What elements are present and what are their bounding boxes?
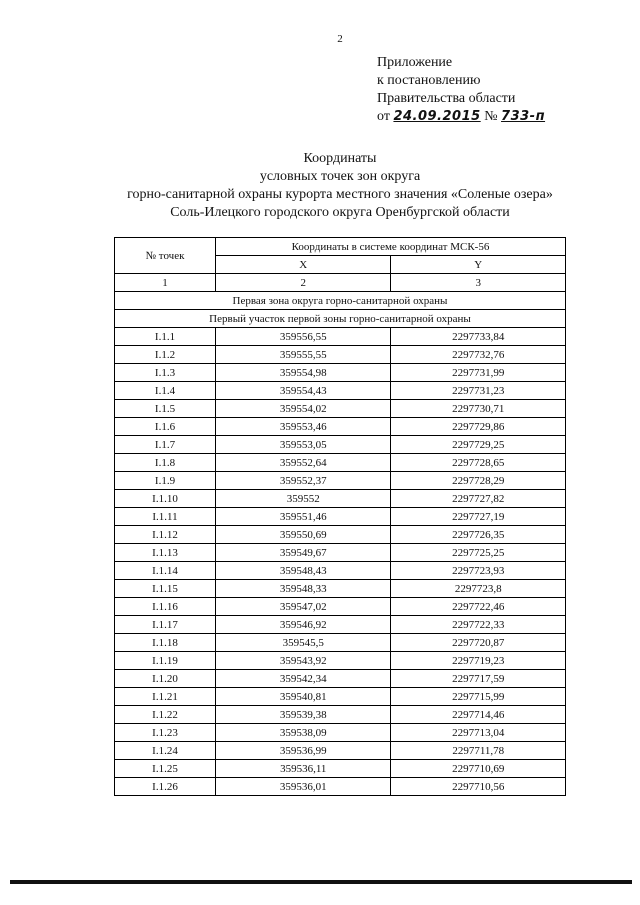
table-row [115,328,566,346]
x-coordinate-cell: 359540,81 [216,688,391,706]
appendix-line-3: Правительства области [377,91,516,106]
table-row [115,778,566,796]
y-coordinate-cell: 2297711,78 [391,742,566,760]
point-id-cell: I.1.22 [115,706,216,724]
appendix-block [377,54,545,126]
point-id-cell: I.1.9 [115,472,216,490]
y-coordinate-cell: 2297713,04 [391,724,566,742]
point-id-cell: I.1.14 [115,562,216,580]
x-coordinate-cell: 359538,09 [216,724,391,742]
y-coordinate-cell: 2297726,35 [391,526,566,544]
section-title: Первый участок первой зоны горно-санитарной охраны [115,310,566,328]
y-coordinate-cell: 2297722,33 [391,616,566,634]
y-coordinate-cell: 2297731,23 [391,382,566,400]
appendix-line-2: к постановлению [377,73,481,88]
x-coordinate-cell: 359542,34 [216,670,391,688]
table-row [115,688,566,706]
x-coordinate-cell: 359536,99 [216,742,391,760]
header-y: Y [391,256,566,274]
title-line-2: условных точек зон округа [259,169,421,184]
point-id-cell: I.1.17 [115,616,216,634]
footer-divider [10,880,632,884]
x-coordinate-cell: 359550,69 [216,526,391,544]
title-line-4: Соль-Илецкого городского округа Оренбургской области [170,205,510,220]
table-row [115,418,566,436]
point-id-cell: I.1.16 [115,598,216,616]
y-coordinate-cell: 2297727,82 [391,490,566,508]
table-row [115,670,566,688]
table-row [115,634,566,652]
header-row [115,238,566,256]
table-row [115,436,566,454]
y-coordinate-cell: 2297732,76 [391,346,566,364]
header-points: № точек [115,238,216,274]
y-coordinate-cell: 2297729,86 [391,418,566,436]
point-id-cell: I.1.8 [115,454,216,472]
point-id-cell: I.1.24 [115,742,216,760]
point-id-cell: I.1.3 [115,364,216,382]
x-coordinate-cell: 359554,43 [216,382,391,400]
y-coordinate-cell: 2297717,59 [391,670,566,688]
table-row [115,598,566,616]
y-coordinate-cell: 2297729,25 [391,436,566,454]
x-coordinate-cell: 359552,37 [216,472,391,490]
y-coordinate-cell: 2297730,71 [391,400,566,418]
coordinates-table [114,237,566,796]
y-coordinate-cell: 2297723,8 [391,580,566,598]
table-row [115,562,566,580]
y-coordinate-cell: 2297725,25 [391,544,566,562]
point-id-cell: I.1.4 [115,382,216,400]
x-coordinate-cell: 359547,02 [216,598,391,616]
x-coordinate-cell: 359554,98 [216,364,391,382]
point-id-cell: I.1.5 [115,400,216,418]
table-row [115,760,566,778]
x-coordinate-cell: 359536,01 [216,778,391,796]
x-coordinate-cell: 359546,92 [216,616,391,634]
document-title [60,150,620,222]
table-row [115,724,566,742]
point-id-cell: I.1.1 [115,328,216,346]
y-coordinate-cell: 2297714,46 [391,706,566,724]
point-id-cell: I.1.10 [115,490,216,508]
x-coordinate-cell: 359536,11 [216,760,391,778]
y-coordinate-cell: 2297733,84 [391,328,566,346]
table-row [115,580,566,598]
header-x: X [216,256,391,274]
col-num-1: 1 [115,274,216,292]
x-coordinate-cell: 359551,46 [216,508,391,526]
x-coordinate-cell: 359539,38 [216,706,391,724]
point-id-cell: I.1.19 [115,652,216,670]
y-coordinate-cell: 2297719,23 [391,652,566,670]
x-coordinate-cell: 359548,43 [216,562,391,580]
point-id-cell: I.1.11 [115,508,216,526]
col-num-2: 2 [216,274,391,292]
point-id-cell: I.1.12 [115,526,216,544]
header-coords: Координаты в системе координат МСК-56 [216,238,566,256]
table-row [115,472,566,490]
table-row [115,400,566,418]
table-row [115,526,566,544]
table-row [115,346,566,364]
appendix-line-1: Приложение [377,55,453,70]
x-coordinate-cell: 359552,64 [216,454,391,472]
x-coordinate-cell: 359553,46 [216,418,391,436]
handwritten-number: 733-п [501,109,546,124]
y-coordinate-cell: 2297710,56 [391,778,566,796]
y-coordinate-cell: 2297722,46 [391,598,566,616]
x-coordinate-cell: 359552 [216,490,391,508]
table-row [115,706,566,724]
y-coordinate-cell: 2297723,93 [391,562,566,580]
appendix-date-line [377,108,545,126]
point-id-cell: I.1.20 [115,670,216,688]
point-id-cell: I.1.18 [115,634,216,652]
point-id-cell: I.1.21 [115,688,216,706]
x-coordinate-cell: 359545,5 [216,634,391,652]
y-coordinate-cell: 2297731,99 [391,364,566,382]
y-coordinate-cell: 2297710,69 [391,760,566,778]
x-coordinate-cell: 359554,02 [216,400,391,418]
handwritten-date: 24.09.2015 [393,109,481,124]
point-id-cell: I.1.23 [115,724,216,742]
y-coordinate-cell: 2297727,19 [391,508,566,526]
table-row [115,616,566,634]
point-id-cell: I.1.2 [115,346,216,364]
point-id-cell: I.1.15 [115,580,216,598]
y-coordinate-cell: 2297720,87 [391,634,566,652]
point-id-cell: I.1.25 [115,760,216,778]
from-label: от [377,109,390,124]
point-id-cell: I.1.13 [115,544,216,562]
zone-title: Первая зона округа горно-санитарной охраны [115,292,566,310]
table-row [115,490,566,508]
column-number-row [115,274,566,292]
table-row [115,454,566,472]
x-coordinate-cell: 359543,92 [216,652,391,670]
y-coordinate-cell: 2297715,99 [391,688,566,706]
title-line-3: горно-санитарной охраны курорта местного значения «Соленые озера» [127,187,553,202]
x-coordinate-cell: 359553,05 [216,436,391,454]
page-number: 2 [337,33,343,45]
point-id-cell: I.1.6 [115,418,216,436]
table-row [115,382,566,400]
point-id-cell: I.1.7 [115,436,216,454]
table-row [115,742,566,760]
y-coordinate-cell: 2297728,29 [391,472,566,490]
section-title-row [115,310,566,328]
title-line-1: Координаты [303,151,377,166]
table-row [115,508,566,526]
number-label: № [484,109,498,124]
table-row [115,652,566,670]
x-coordinate-cell: 359555,55 [216,346,391,364]
y-coordinate-cell: 2297728,65 [391,454,566,472]
table-row [115,364,566,382]
col-num-3: 3 [391,274,566,292]
x-coordinate-cell: 359556,55 [216,328,391,346]
point-id-cell: I.1.26 [115,778,216,796]
table-row [115,544,566,562]
x-coordinate-cell: 359548,33 [216,580,391,598]
x-coordinate-cell: 359549,67 [216,544,391,562]
zone-title-row [115,292,566,310]
